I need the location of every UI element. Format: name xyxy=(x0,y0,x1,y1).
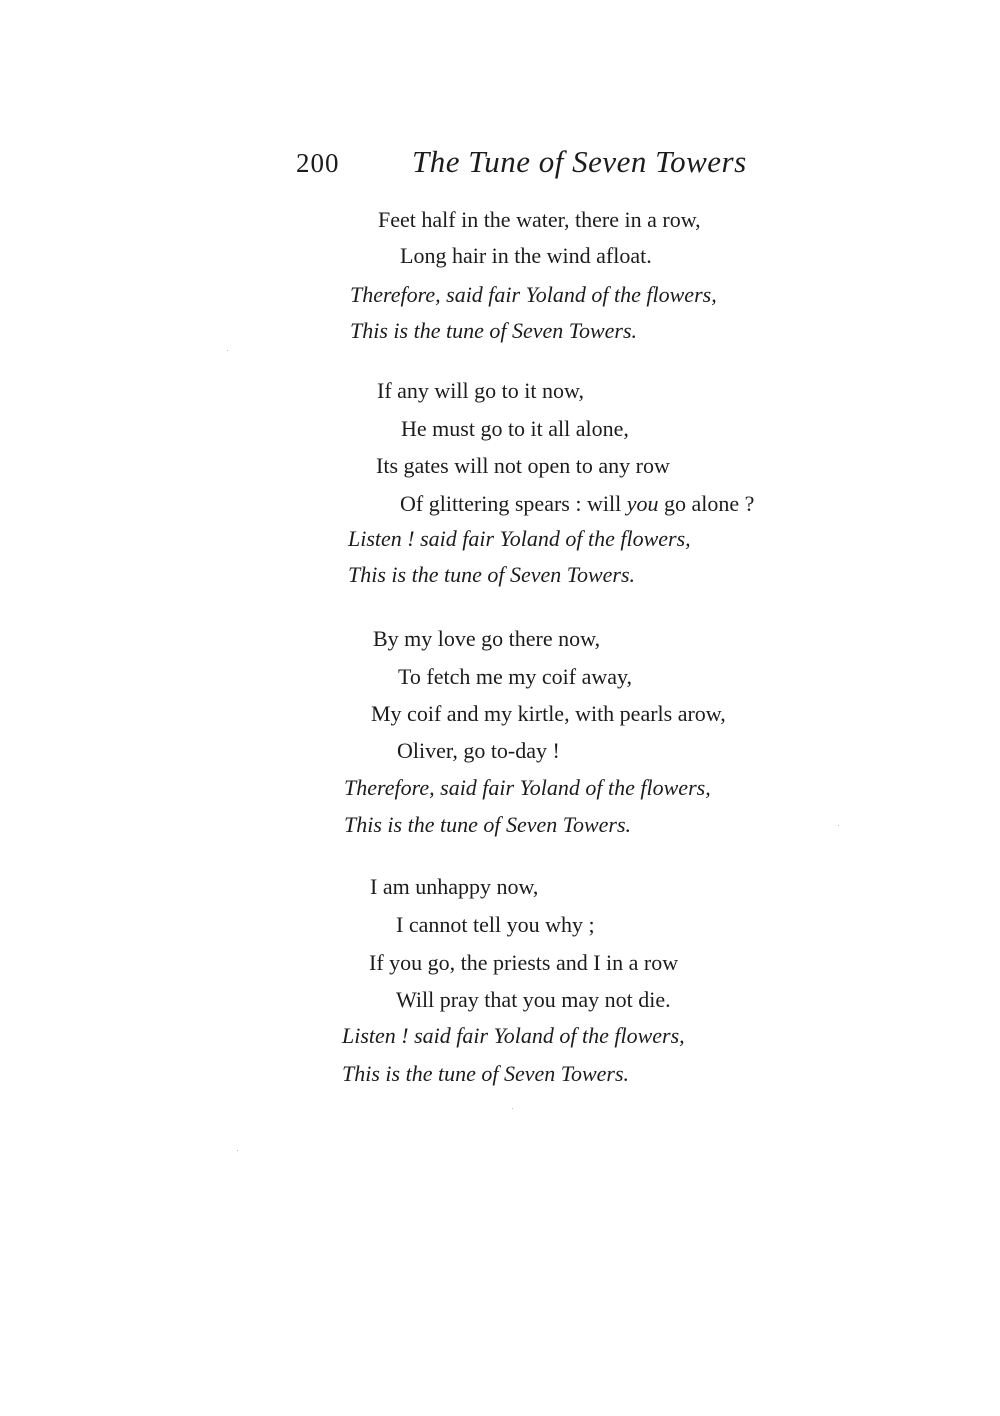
verse-line: Its gates will not open to any row xyxy=(376,453,670,478)
scan-speck xyxy=(237,1150,238,1151)
emphasized-word: you xyxy=(626,491,659,516)
refrain-line: This is the tune of Seven Towers. xyxy=(342,1061,630,1086)
verse-line: I am unhappy now, xyxy=(370,874,539,899)
verse-line: My coif and my kirtle, with pearls arow, xyxy=(371,701,726,726)
verse-line: I cannot tell you why ; xyxy=(396,912,595,937)
refrain-line: Therefore, said fair Yoland of the flowers, xyxy=(350,282,717,307)
page-number: 200 xyxy=(296,148,340,178)
verse-line: Will pray that you may not die. xyxy=(396,987,671,1012)
refrain-line: This is the tune of Seven Towers. xyxy=(350,318,638,343)
verse-line: He must go to it all alone, xyxy=(401,416,629,441)
refrain-line: Listen ! said fair Yoland of the flowers, xyxy=(348,526,691,551)
verse-line: If you go, the priests and I in a row xyxy=(369,950,679,975)
running-title: The Tune of Seven Towers xyxy=(412,144,747,179)
verse-text: Of glittering spears : will xyxy=(400,491,627,516)
verse-line: To fetch me my coif away, xyxy=(398,664,633,689)
refrain-line: This is the tune of Seven Towers. xyxy=(344,812,632,837)
verse-line: By my love go there now, xyxy=(373,626,601,651)
refrain-line: Therefore, said fair Yoland of the flowers, xyxy=(344,775,711,800)
verse-line: Long hair in the wind afloat. xyxy=(400,243,652,268)
refrain-line: This is the tune of Seven Towers. xyxy=(348,562,636,587)
scan-speck xyxy=(838,825,839,826)
verse-line: Feet half in the water, there in a row, xyxy=(378,207,701,232)
verse-text: go alone ? xyxy=(658,491,755,516)
scan-speck xyxy=(227,350,228,351)
verse-line: Oliver, go to-day ! xyxy=(397,738,560,763)
verse-line xyxy=(400,490,754,518)
verse-line: If any will go to it now, xyxy=(377,378,584,403)
refrain-line: Listen ! said fair Yoland of the flowers, xyxy=(342,1023,685,1048)
scan-speck xyxy=(512,1108,513,1109)
